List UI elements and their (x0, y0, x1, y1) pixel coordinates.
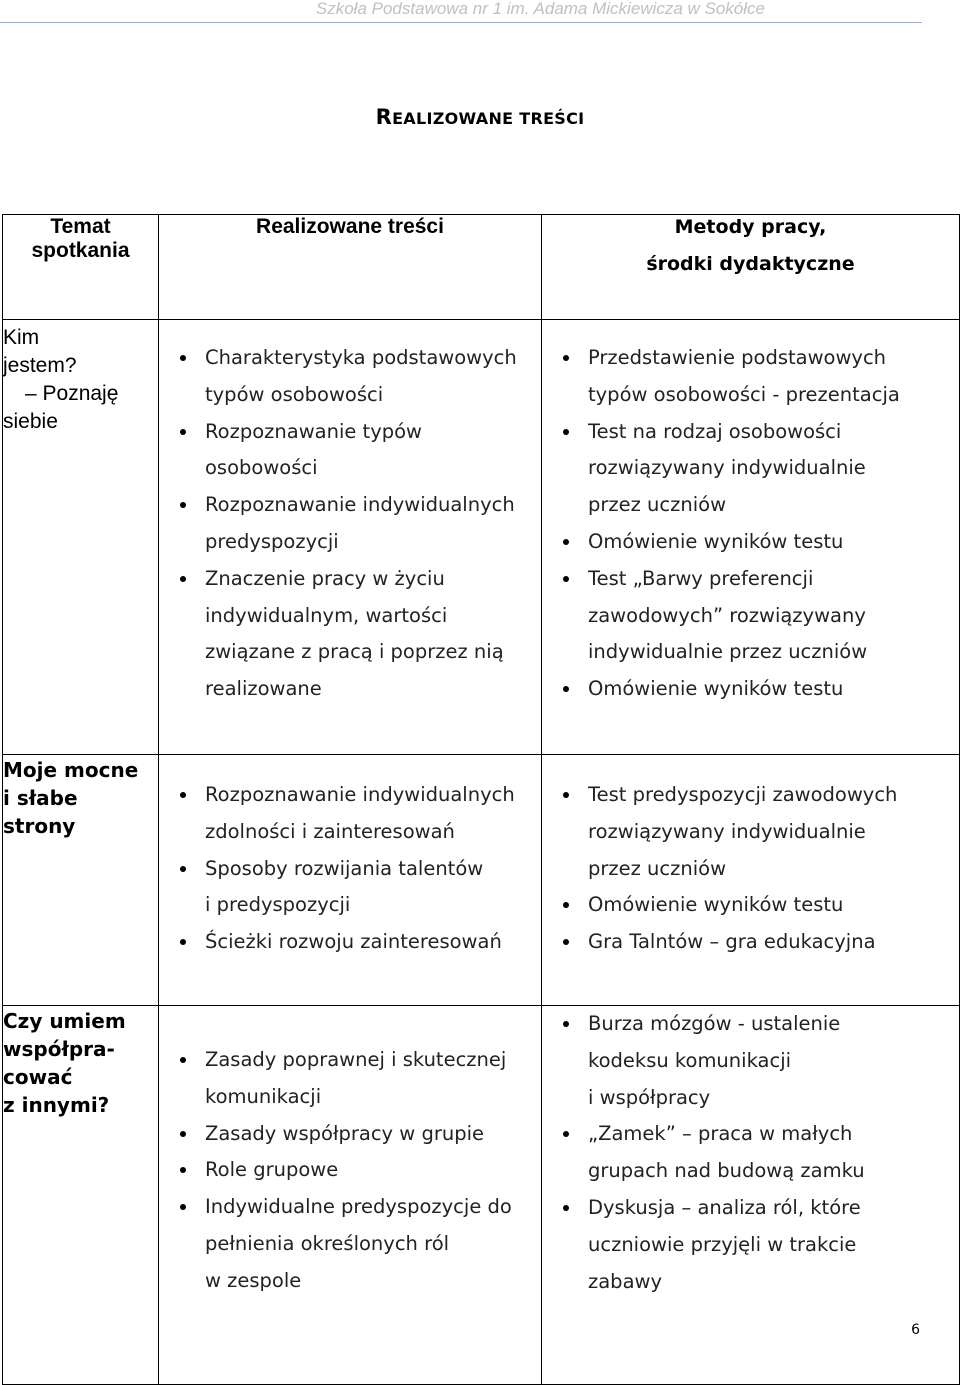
list-item-continuation: realizowane (205, 677, 322, 701)
list-item: Zasady współpracy w grupie (205, 1116, 541, 1153)
list-item-continuation: indywidualnym, wartości (205, 603, 448, 627)
list-item: Role grupowe (205, 1152, 541, 1189)
list-item: Test na rodzaj osobowości (588, 414, 959, 451)
header-methods-line: Metody pracy, (674, 216, 827, 238)
topic-line: Moje mocne (3, 758, 139, 782)
topic-cell (3, 320, 159, 755)
table-header-row (3, 215, 960, 320)
list-item-continuation: predyspozycji (205, 529, 339, 553)
list-item: Rozpoznawanie typów (205, 414, 541, 451)
list-item-continuation: przez uczniów (588, 856, 727, 880)
list-item-continuation: pełnienia określonych ról (205, 1231, 450, 1255)
header-topic (3, 215, 159, 320)
table-row (3, 1006, 960, 1385)
topic-line: cować (3, 1065, 73, 1089)
list-item-continuation: typów osobowości - prezentacja (588, 382, 900, 406)
header-topic-line: spotkania (31, 239, 130, 262)
title-rest: EALIZOWANE TREŚCI (392, 109, 585, 128)
header-content (159, 215, 542, 320)
content-cell (159, 755, 542, 1006)
list-item: Indywidualne predyspozycje do (205, 1189, 541, 1226)
list-item-continuation: kodeksu komunikacji (588, 1048, 792, 1072)
topic-cell (3, 1006, 159, 1385)
list-item-continuation: zawodowych” rozwiązywany (588, 603, 866, 627)
header-topic-line: Temat (50, 215, 111, 238)
list-item: Sposoby rozwijania talentów (205, 851, 541, 888)
page-number: 6 (911, 1322, 920, 1338)
list-item-continuation: indywidualnie przez uczniów (588, 640, 868, 664)
content-list (159, 1042, 541, 1300)
content-list (159, 340, 541, 708)
topic-line: jestem? (3, 354, 77, 377)
topic-line: i słabe (3, 786, 78, 810)
topic-line: Kim (3, 326, 40, 349)
topic-line: współpra- (3, 1037, 115, 1061)
list-item-continuation: rozwiązywany indywidualnie (588, 456, 866, 480)
topic-line: siebie (3, 410, 58, 433)
list-item-continuation: i współpracy (588, 1085, 711, 1109)
topic-line: – Poznaję (25, 382, 119, 405)
list-item: Przedstawienie podstawowych (588, 340, 959, 377)
content-list (159, 777, 541, 961)
methods-list (542, 777, 959, 961)
list-item-continuation: zdolności i zainteresowań (205, 819, 455, 843)
list-item: „Zamek” – praca w małych (588, 1116, 959, 1153)
table-row (3, 320, 960, 755)
list-item: Omówienie wyników testu (588, 524, 959, 561)
methods-list (542, 340, 959, 708)
header-methods-line: środki dydaktyczne (646, 253, 855, 275)
header-methods (542, 215, 960, 320)
list-item: Test predyspozycji zawodowych (588, 777, 959, 814)
topic-cell (3, 755, 159, 1006)
list-item-continuation: grupach nad budową zamku (588, 1159, 865, 1183)
list-item-continuation: osobowości (205, 456, 318, 480)
list-item: Ścieżki rozwoju zainteresowań (205, 924, 541, 961)
list-item-continuation: przez uczniów (588, 493, 727, 517)
content-table (2, 214, 960, 1385)
list-item: Zasady poprawnej i skutecznej (205, 1042, 541, 1079)
list-item: Omówienie wyników testu (588, 887, 959, 924)
title-first-letter: R (375, 105, 393, 129)
header-content-label: Realizowane treści (256, 215, 444, 238)
list-item-continuation: rozwiązywany indywidualnie (588, 819, 866, 843)
list-item: Gra Talntów – gra edukacyjna (588, 924, 959, 961)
list-item: Rozpoznawanie indywidualnych (205, 777, 541, 814)
methods-cell (542, 320, 960, 755)
content-cell (159, 320, 542, 755)
list-item: Rozpoznawanie indywidualnych (205, 487, 541, 524)
list-item: Znaczenie pracy w życiu (205, 561, 541, 598)
table-row (3, 755, 960, 1006)
list-item-continuation: i predyspozycji (205, 893, 351, 917)
page-title (0, 104, 960, 132)
list-item-continuation: komunikacji (205, 1084, 322, 1108)
list-item-continuation: zabawy (588, 1269, 663, 1293)
methods-cell (542, 1006, 960, 1385)
methods-cell (542, 755, 960, 1006)
school-name: Szkoła Podstawowa nr 1 im. Adama Mickiewicza w Sokółce (315, 0, 765, 18)
list-item: Burza mózgów - ustalenie (588, 1006, 959, 1043)
list-item: Dyskusja – analiza ról, które (588, 1190, 959, 1227)
topic-line: z innymi? (3, 1093, 110, 1117)
list-item-continuation: uczniowie przyjęli w trakcie (588, 1232, 857, 1256)
topic-line: strony (3, 814, 76, 838)
list-item: Test „Barwy preferencji (588, 561, 959, 598)
list-item: Charakterystyka podstawowych (205, 340, 541, 377)
topic-line: Czy umiem (3, 1009, 126, 1033)
content-cell (159, 1006, 542, 1385)
methods-list (542, 1006, 959, 1300)
list-item: Omówienie wyników testu (588, 671, 959, 708)
list-item-continuation: typów osobowości (205, 382, 384, 406)
list-item-continuation: związane z pracą i poprzez nią (205, 640, 504, 664)
list-item-continuation: w zespole (205, 1268, 302, 1292)
